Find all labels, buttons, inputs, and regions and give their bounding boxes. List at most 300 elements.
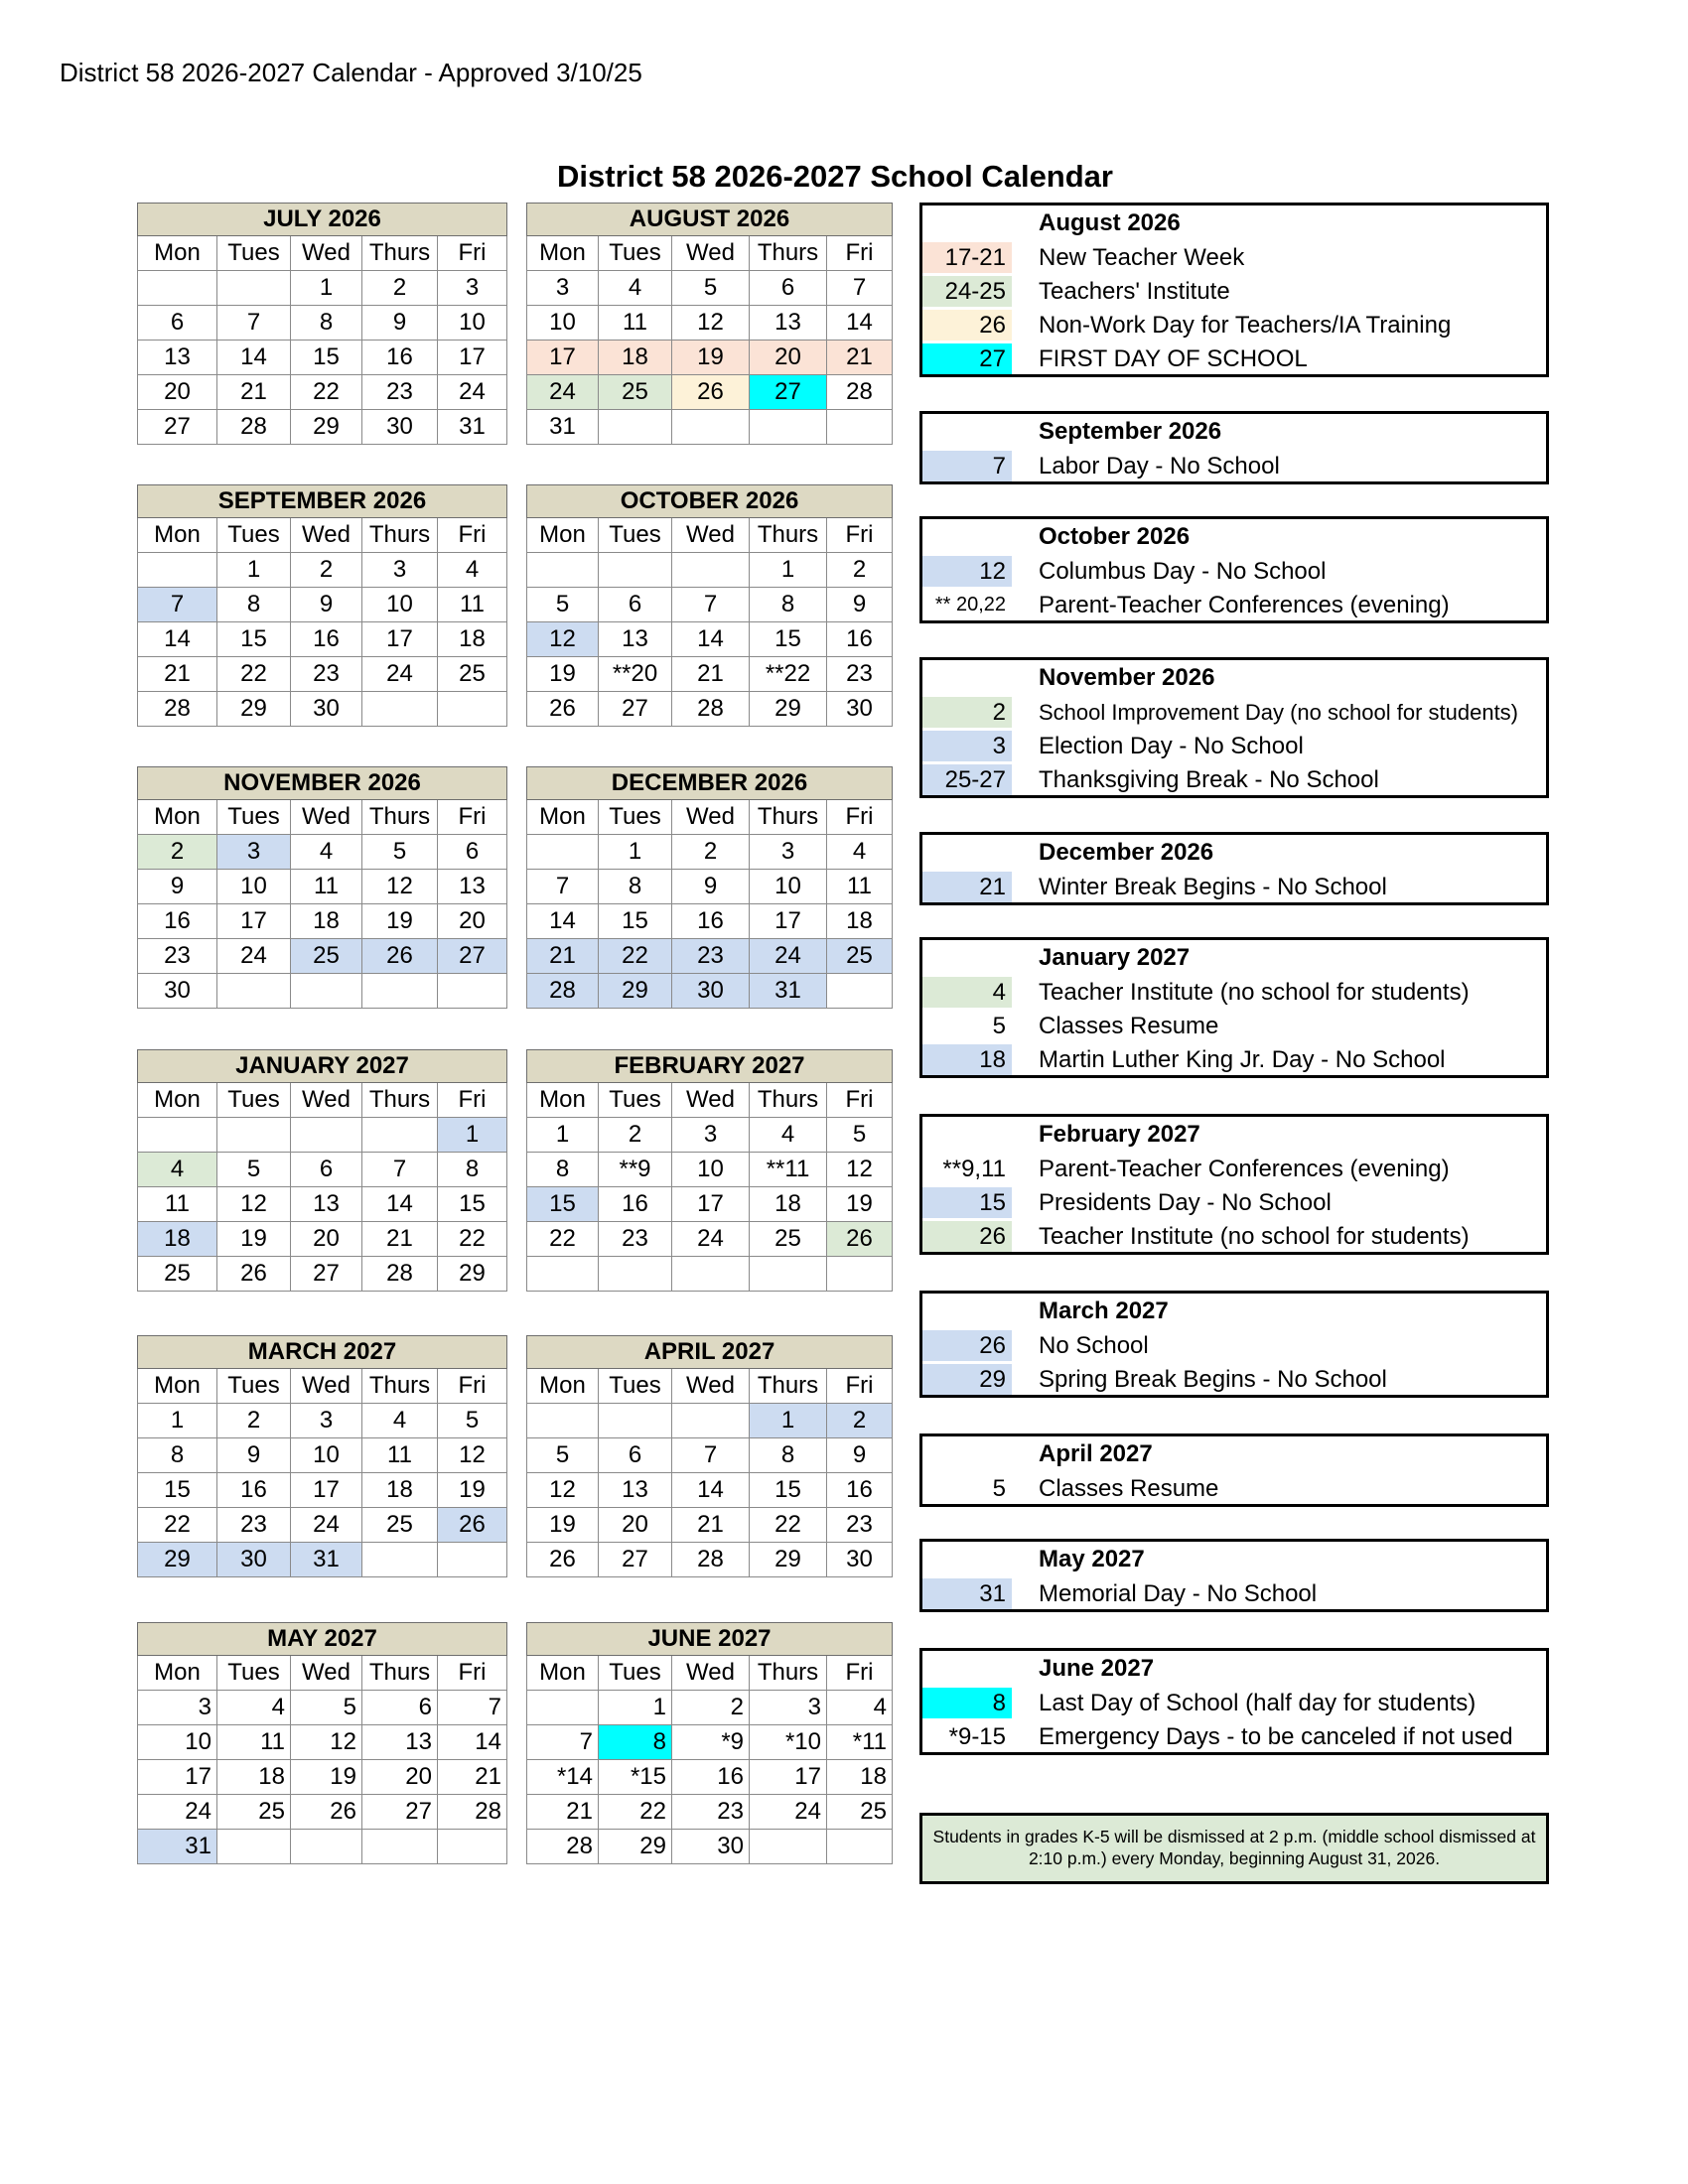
day-cell (527, 1404, 599, 1438)
day-header: Mon (138, 800, 217, 835)
event-description: Teachers' Institute (1039, 278, 1230, 305)
event-month-title: April 2027 (1039, 1440, 1153, 1467)
day-cell: 17 (750, 904, 827, 939)
event-row (922, 697, 1546, 730)
month-title: JULY 2026 (138, 204, 507, 236)
day-cell: 23 (827, 657, 893, 692)
day-cell: 28 (672, 1543, 750, 1577)
day-header: Tues (217, 1656, 291, 1691)
day-header: Fri (438, 1369, 507, 1404)
month-table-december-2026 (526, 766, 893, 1009)
day-cell: 8 (750, 588, 827, 622)
event-date: 4 (922, 977, 1012, 1008)
day-cell: 17 (362, 622, 438, 657)
day-cell (362, 1543, 438, 1577)
day-cell: 9 (138, 870, 217, 904)
day-cell: 22 (599, 939, 672, 974)
day-cell: 13 (138, 341, 217, 375)
event-description: Classes Resume (1039, 1013, 1219, 1039)
day-cell: 16 (827, 1473, 893, 1508)
day-cell: 29 (750, 692, 827, 727)
day-cell: 16 (138, 904, 217, 939)
day-cell: 13 (438, 870, 507, 904)
day-cell: 4 (599, 271, 672, 306)
day-cell: 6 (599, 588, 672, 622)
day-header: Fri (827, 518, 893, 553)
day-cell (438, 974, 507, 1009)
month-table-february-2027 (526, 1049, 893, 1292)
day-cell: 12 (672, 306, 750, 341)
event-row (922, 310, 1546, 342)
day-cell: 9 (217, 1438, 291, 1473)
day-cell: 25 (750, 1222, 827, 1257)
event-box-june-2027 (919, 1648, 1549, 1755)
event-box-may-2027 (919, 1539, 1549, 1612)
day-cell: 8 (599, 870, 672, 904)
day-cell: 4 (291, 835, 362, 870)
day-cell (750, 1257, 827, 1292)
day-cell: 2 (827, 553, 893, 588)
event-row (922, 1364, 1546, 1397)
day-cell: 12 (827, 1153, 893, 1187)
day-cell: 4 (438, 553, 507, 588)
day-cell: 1 (438, 1118, 507, 1153)
event-description: Election Day - No School (1039, 733, 1304, 759)
day-cell: 19 (672, 341, 750, 375)
day-header: Tues (599, 800, 672, 835)
day-cell: 11 (438, 588, 507, 622)
day-cell: *14 (527, 1760, 599, 1795)
day-header: Mon (527, 236, 599, 271)
day-cell (291, 1830, 362, 1864)
day-cell: 24 (527, 375, 599, 410)
day-cell: 29 (138, 1543, 217, 1577)
day-cell: 22 (438, 1222, 507, 1257)
day-cell: 16 (291, 622, 362, 657)
day-cell: 28 (827, 375, 893, 410)
event-description: Teacher Institute (no school for students) (1039, 979, 1470, 1006)
day-cell: 31 (291, 1543, 362, 1577)
event-date: 17-21 (922, 242, 1012, 273)
day-cell: 21 (527, 1795, 599, 1830)
day-cell: 5 (438, 1404, 507, 1438)
day-header: Thurs (750, 1083, 827, 1118)
day-cell: 9 (672, 870, 750, 904)
day-cell (672, 1257, 750, 1292)
event-row (922, 1011, 1546, 1043)
day-cell: 1 (750, 553, 827, 588)
day-cell: 29 (599, 974, 672, 1009)
day-cell: 5 (672, 271, 750, 306)
day-header: Mon (527, 1369, 599, 1404)
event-month-title: November 2026 (1039, 664, 1215, 691)
day-cell (599, 1257, 672, 1292)
day-cell: 13 (750, 306, 827, 341)
day-cell: 19 (527, 1508, 599, 1543)
day-cell (827, 974, 893, 1009)
day-cell: 27 (599, 692, 672, 727)
day-cell: 24 (362, 657, 438, 692)
event-date: 12 (922, 556, 1012, 587)
day-cell (438, 1543, 507, 1577)
day-cell: 18 (138, 1222, 217, 1257)
day-cell: 26 (438, 1508, 507, 1543)
month-title: APRIL 2027 (527, 1336, 893, 1369)
day-header: Tues (599, 236, 672, 271)
event-month-title: June 2027 (1039, 1655, 1155, 1682)
day-cell: 3 (527, 271, 599, 306)
day-cell: 24 (138, 1795, 217, 1830)
day-cell: 8 (527, 1153, 599, 1187)
day-cell: 25 (138, 1257, 217, 1292)
day-cell: 3 (438, 271, 507, 306)
event-description: Winter Break Begins - No School (1039, 874, 1387, 900)
event-row (922, 242, 1546, 275)
day-cell: 22 (291, 375, 362, 410)
day-header: Tues (217, 1369, 291, 1404)
day-cell: 4 (362, 1404, 438, 1438)
day-cell: 12 (291, 1725, 362, 1760)
day-cell (750, 410, 827, 445)
day-cell: 29 (750, 1543, 827, 1577)
day-cell: 1 (599, 1691, 672, 1725)
event-date: 3 (922, 731, 1012, 761)
day-cell: 13 (599, 1473, 672, 1508)
event-row (922, 1721, 1546, 1754)
day-cell: 30 (362, 410, 438, 445)
day-cell: *15 (599, 1760, 672, 1795)
day-cell: 17 (527, 341, 599, 375)
day-cell (138, 271, 217, 306)
day-cell: 19 (362, 904, 438, 939)
day-cell (672, 1404, 750, 1438)
event-box-november-2026 (919, 657, 1549, 798)
event-date: 25-27 (922, 764, 1012, 795)
day-header: Mon (138, 1656, 217, 1691)
day-cell (599, 553, 672, 588)
day-cell: 6 (291, 1153, 362, 1187)
month-title: SEPTEMBER 2026 (138, 485, 507, 518)
day-cell: 23 (362, 375, 438, 410)
event-row (922, 343, 1546, 376)
day-cell: 11 (599, 306, 672, 341)
day-cell: 8 (217, 588, 291, 622)
month-title: AUGUST 2026 (527, 204, 893, 236)
event-date: 26 (922, 1330, 1012, 1361)
day-cell: 23 (291, 657, 362, 692)
day-cell: 10 (138, 1725, 217, 1760)
day-cell (599, 410, 672, 445)
day-cell: 13 (362, 1725, 438, 1760)
day-header: Mon (138, 236, 217, 271)
day-cell: 21 (672, 1508, 750, 1543)
day-cell: 15 (291, 341, 362, 375)
day-cell: 14 (438, 1725, 507, 1760)
event-date: 26 (922, 1221, 1012, 1252)
day-header: Fri (438, 1656, 507, 1691)
event-description: Parent-Teacher Conferences (evening) (1039, 592, 1450, 618)
event-month-title: September 2026 (1039, 418, 1222, 445)
day-cell: 27 (291, 1257, 362, 1292)
day-cell: 26 (291, 1795, 362, 1830)
day-header: Wed (672, 518, 750, 553)
event-description: Teacher Institute (no school for students) (1039, 1223, 1470, 1250)
day-header: Mon (138, 1369, 217, 1404)
day-header: Mon (138, 518, 217, 553)
day-cell: 21 (827, 341, 893, 375)
day-cell: 26 (527, 1543, 599, 1577)
document-title: District 58 2026-2027 School Calendar (557, 159, 1113, 194)
day-cell (362, 692, 438, 727)
day-header: Fri (827, 236, 893, 271)
day-cell: 23 (672, 1795, 750, 1830)
day-cell: 28 (438, 1795, 507, 1830)
day-cell: 5 (827, 1118, 893, 1153)
day-header: Fri (438, 800, 507, 835)
day-cell: 2 (672, 835, 750, 870)
day-cell: *9 (672, 1725, 750, 1760)
day-cell: 17 (750, 1760, 827, 1795)
day-cell: 14 (362, 1187, 438, 1222)
day-cell: 24 (750, 1795, 827, 1830)
event-month-title: August 2026 (1039, 209, 1181, 236)
month-table-july-2026 (137, 203, 507, 445)
day-cell: 11 (138, 1187, 217, 1222)
event-row (922, 590, 1546, 622)
day-cell: 15 (750, 1473, 827, 1508)
day-header: Thurs (362, 1083, 438, 1118)
day-cell (217, 974, 291, 1009)
day-cell: 9 (827, 588, 893, 622)
day-header: Thurs (750, 800, 827, 835)
day-cell: 2 (138, 835, 217, 870)
day-cell: 13 (599, 622, 672, 657)
day-cell: **20 (599, 657, 672, 692)
month-table-march-2027 (137, 1335, 507, 1577)
day-cell: 29 (291, 410, 362, 445)
day-cell: 30 (672, 1830, 750, 1864)
event-date: 7 (922, 451, 1012, 481)
day-cell: 10 (672, 1153, 750, 1187)
day-cell: 26 (527, 692, 599, 727)
day-cell: 6 (438, 835, 507, 870)
day-cell: 19 (827, 1187, 893, 1222)
day-header: Mon (138, 1083, 217, 1118)
day-cell: 20 (438, 904, 507, 939)
day-cell: 15 (527, 1187, 599, 1222)
event-month-title: January 2027 (1039, 944, 1191, 971)
day-cell: 16 (672, 1760, 750, 1795)
day-cell: 25 (599, 375, 672, 410)
day-cell: 28 (527, 974, 599, 1009)
day-cell: 3 (362, 553, 438, 588)
month-title: MAY 2027 (138, 1623, 507, 1656)
event-month-title: May 2027 (1039, 1546, 1145, 1572)
event-month-title: December 2026 (1039, 839, 1214, 866)
month-title: DECEMBER 2026 (527, 767, 893, 800)
event-row (922, 731, 1546, 763)
event-date: **9,11 (942, 1156, 1006, 1182)
day-cell: 3 (138, 1691, 217, 1725)
day-cell: 12 (438, 1438, 507, 1473)
day-cell: 24 (672, 1222, 750, 1257)
day-cell: 27 (599, 1543, 672, 1577)
day-cell: *10 (750, 1725, 827, 1760)
day-cell: 4 (827, 835, 893, 870)
month-table-may-2027 (137, 1622, 507, 1864)
day-cell: 28 (527, 1830, 599, 1864)
day-cell (291, 1118, 362, 1153)
event-description: School Improvement Day (no school for students) (1039, 700, 1519, 725)
day-cell: 15 (217, 622, 291, 657)
event-date: 26 (922, 310, 1012, 341)
day-cell: 6 (750, 271, 827, 306)
day-cell: 19 (217, 1222, 291, 1257)
dismissal-note: Students in grades K-5 will be dismissed at 2 p.m. (middle school dismissed at 2:10 p.m.) every Monday, beginning August 31, 2026. (919, 1813, 1549, 1884)
day-cell: 10 (217, 870, 291, 904)
day-header: Tues (599, 518, 672, 553)
day-cell: 21 (217, 375, 291, 410)
day-cell: 5 (362, 835, 438, 870)
day-cell: 21 (527, 939, 599, 974)
day-header: Wed (672, 800, 750, 835)
day-cell: 26 (827, 1222, 893, 1257)
day-cell: 31 (138, 1830, 217, 1864)
day-cell (527, 835, 599, 870)
day-header: Thurs (362, 518, 438, 553)
day-header: Thurs (362, 800, 438, 835)
event-month-title: February 2027 (1039, 1121, 1200, 1148)
day-cell: 20 (291, 1222, 362, 1257)
day-cell: 3 (291, 1404, 362, 1438)
day-cell: 21 (138, 657, 217, 692)
day-cell: 23 (672, 939, 750, 974)
event-description: Non-Work Day for Teachers/IA Training (1039, 312, 1452, 339)
day-cell: 20 (138, 375, 217, 410)
day-cell: 9 (827, 1438, 893, 1473)
day-header: Wed (672, 1656, 750, 1691)
event-box-december-2026 (919, 832, 1549, 905)
day-cell (362, 1830, 438, 1864)
day-header: Wed (291, 518, 362, 553)
day-cell: 10 (438, 306, 507, 341)
month-table-november-2026 (137, 766, 507, 1009)
day-cell: 16 (599, 1187, 672, 1222)
day-cell: 10 (362, 588, 438, 622)
day-cell: 29 (217, 692, 291, 727)
day-cell: 22 (138, 1508, 217, 1543)
day-cell: 30 (827, 1543, 893, 1577)
day-cell (438, 692, 507, 727)
event-description: Classes Resume (1039, 1475, 1219, 1502)
day-cell: 11 (827, 870, 893, 904)
day-cell: 2 (362, 271, 438, 306)
day-cell: 1 (527, 1118, 599, 1153)
day-cell: 25 (827, 939, 893, 974)
day-cell: 27 (438, 939, 507, 974)
day-cell: 18 (291, 904, 362, 939)
day-cell (827, 1830, 893, 1864)
day-cell: 5 (217, 1153, 291, 1187)
day-cell: 25 (827, 1795, 893, 1830)
day-cell: 18 (217, 1760, 291, 1795)
event-row (922, 1044, 1546, 1077)
event-description: Martin Luther King Jr. Day - No School (1039, 1046, 1446, 1073)
day-header: Wed (291, 1083, 362, 1118)
day-cell: 15 (599, 904, 672, 939)
day-cell: 16 (362, 341, 438, 375)
day-cell: 30 (138, 974, 217, 1009)
event-date: 5 (992, 1475, 1006, 1502)
day-cell: 27 (750, 375, 827, 410)
day-cell: *11 (827, 1725, 893, 1760)
day-cell: 12 (527, 622, 599, 657)
month-title: MARCH 2027 (138, 1336, 507, 1369)
day-cell: 25 (217, 1795, 291, 1830)
event-date: ** 20,22 (934, 594, 1006, 615)
day-cell (138, 553, 217, 588)
day-cell: 11 (362, 1438, 438, 1473)
event-description: Columbus Day - No School (1039, 558, 1327, 585)
day-cell: 9 (362, 306, 438, 341)
day-cell (750, 1830, 827, 1864)
day-cell: 7 (362, 1153, 438, 1187)
day-cell: 19 (438, 1473, 507, 1508)
day-cell: 22 (750, 1508, 827, 1543)
day-header: Fri (438, 236, 507, 271)
month-table-april-2027 (526, 1335, 893, 1577)
day-header: Fri (827, 1369, 893, 1404)
day-header: Thurs (362, 1656, 438, 1691)
day-cell: 14 (672, 622, 750, 657)
event-description: Memorial Day - No School (1039, 1580, 1318, 1607)
event-row (922, 872, 1546, 904)
event-date: 5 (992, 1013, 1006, 1039)
event-row (922, 1221, 1546, 1254)
month-table-october-2026 (526, 484, 893, 727)
event-row (922, 1187, 1546, 1220)
day-header: Wed (672, 1083, 750, 1118)
day-cell: 8 (438, 1153, 507, 1187)
day-cell: 7 (527, 1725, 599, 1760)
day-cell: 10 (291, 1438, 362, 1473)
day-cell (527, 553, 599, 588)
day-cell: **22 (750, 657, 827, 692)
day-cell: 8 (291, 306, 362, 341)
day-header: Tues (599, 1369, 672, 1404)
day-cell: 6 (138, 306, 217, 341)
day-cell: 17 (672, 1187, 750, 1222)
day-cell: 3 (750, 1691, 827, 1725)
day-cell: 26 (672, 375, 750, 410)
day-cell: 14 (527, 904, 599, 939)
day-cell: 30 (217, 1543, 291, 1577)
day-header: Mon (527, 518, 599, 553)
day-cell: 2 (672, 1691, 750, 1725)
day-cell: 17 (138, 1760, 217, 1795)
day-cell: 2 (827, 1404, 893, 1438)
day-cell: 28 (138, 692, 217, 727)
day-header: Tues (599, 1083, 672, 1118)
event-description: FIRST DAY OF SCHOOL (1039, 345, 1308, 372)
event-date: 18 (922, 1044, 1012, 1075)
day-cell: 2 (217, 1404, 291, 1438)
day-cell: 1 (291, 271, 362, 306)
day-cell: 30 (291, 692, 362, 727)
day-header: Mon (527, 1656, 599, 1691)
day-header: Wed (291, 1656, 362, 1691)
day-cell: 18 (438, 622, 507, 657)
